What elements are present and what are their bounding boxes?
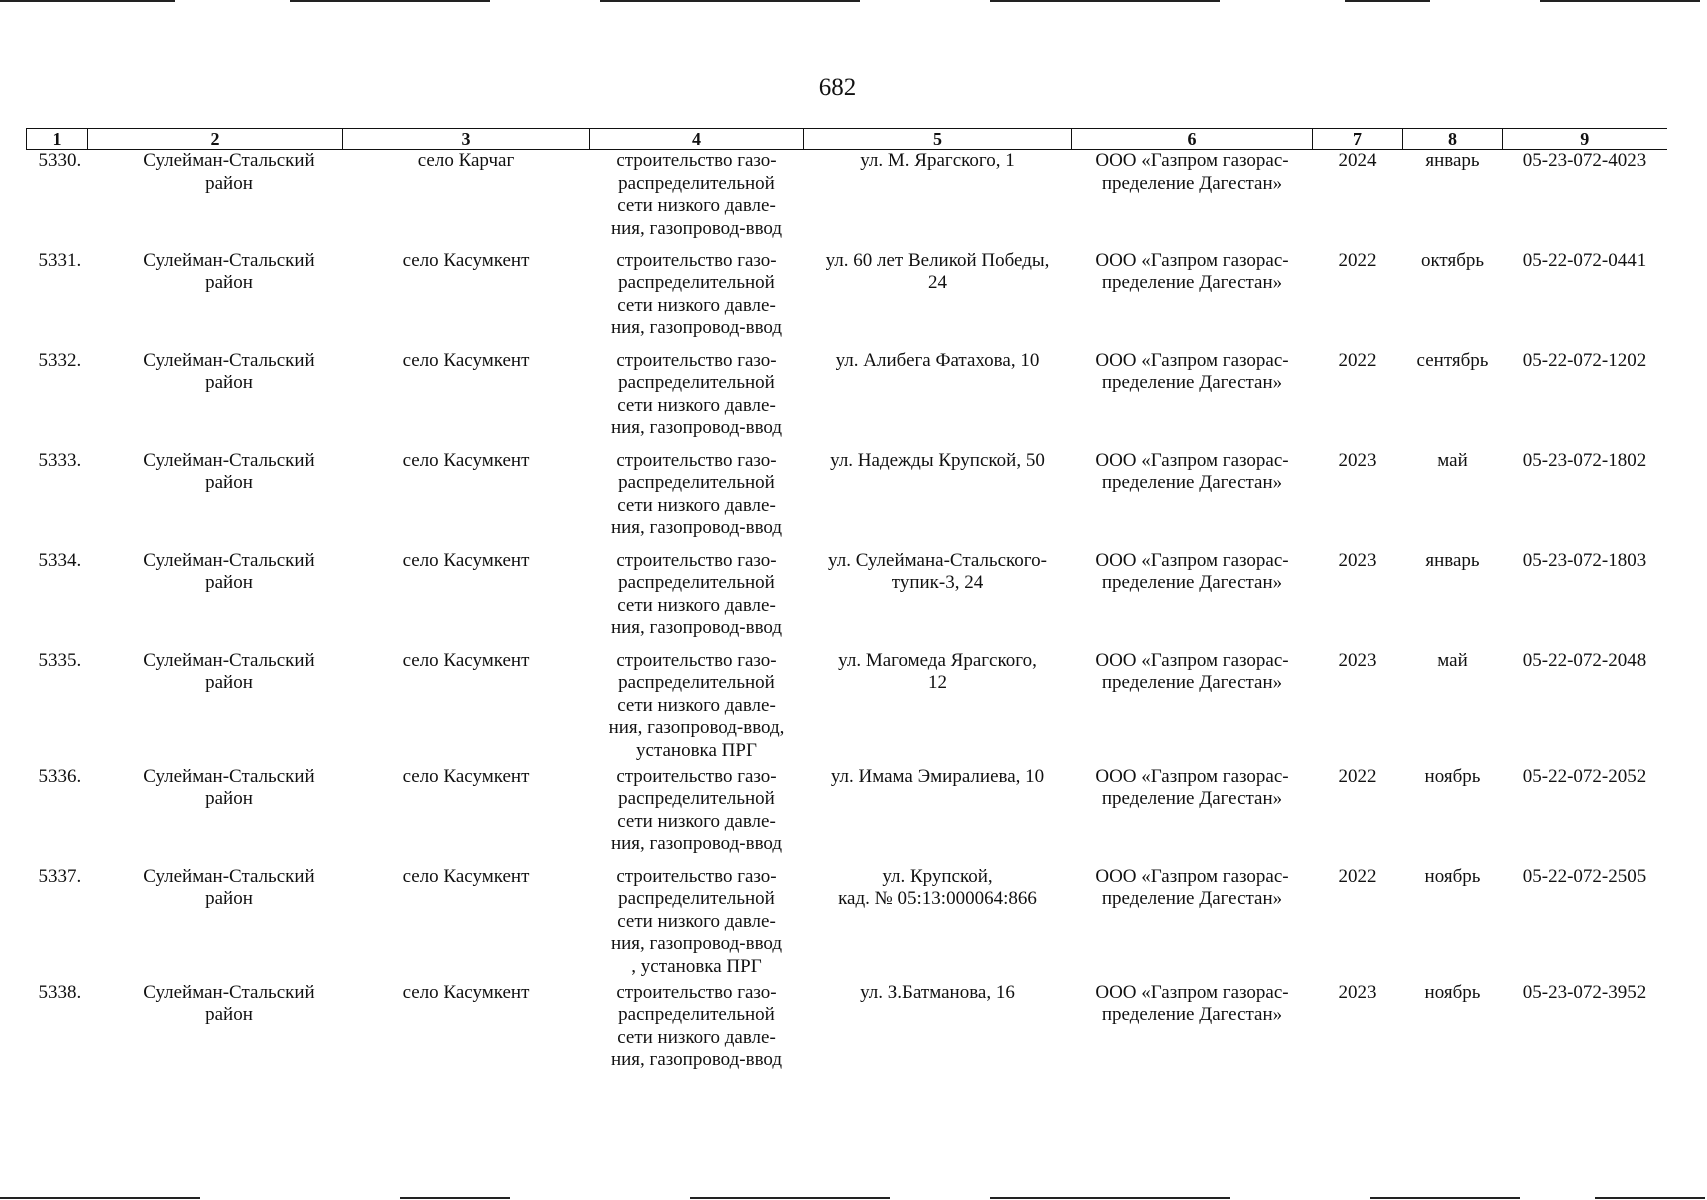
- work-description-cell-line: строительство газо-: [616, 249, 777, 271]
- column-header: 4: [590, 129, 804, 150]
- settlement-cell: село Касумкент: [402, 349, 530, 371]
- settlement-cell: село Касумкент: [402, 981, 530, 1003]
- organization-cell: [1072, 650, 1313, 766]
- district-cell-line: район: [205, 472, 253, 493]
- work-description-cell: [590, 650, 804, 766]
- code-cell: 05-22-072-2052: [1522, 765, 1647, 787]
- work-description-cell: [590, 550, 804, 650]
- address-cell: [804, 250, 1072, 350]
- work-description-cell-line: строительство газо-: [616, 349, 777, 371]
- district-cell-line: Сулейман-Стальский: [143, 349, 315, 371]
- work-description-cell-line: сети низкого давле-: [617, 810, 776, 832]
- district-cell-line: Сулейман-Стальский: [143, 981, 315, 1003]
- work-description-cell-line: ния, газопровод-ввод: [610, 617, 783, 638]
- month-cell: май: [1437, 449, 1468, 471]
- district-cell: [88, 550, 343, 650]
- district-cell-line: район: [205, 788, 253, 809]
- table-row: [27, 650, 1667, 766]
- organization-cell-line: пределение Дагестан»: [1101, 472, 1283, 493]
- scan-edge-bottom-3: [690, 1197, 890, 1199]
- address-cell-line: ул. Надежды Крупской, 50: [830, 449, 1045, 471]
- work-description-cell-line: распределительной: [618, 888, 775, 909]
- code-cell: 05-22-072-2505: [1522, 865, 1647, 887]
- row-number: 5335.: [38, 649, 82, 671]
- month-cell: ноябрь: [1424, 865, 1481, 887]
- address-cell-line: 12: [928, 672, 947, 693]
- organization-cell-line: пределение Дагестан»: [1101, 372, 1283, 393]
- data-table: [26, 128, 1667, 1082]
- address-cell: [804, 450, 1072, 550]
- organization-cell: [1072, 550, 1313, 650]
- column-header: 3: [343, 129, 590, 150]
- organization-cell-line: ООО «Газпром газорас-: [1095, 449, 1289, 471]
- work-description-cell-line: строительство газо-: [616, 649, 777, 671]
- year-cell: 2023: [1338, 449, 1377, 471]
- month-cell: январь: [1425, 150, 1480, 171]
- work-description-cell-line: ния, газопровод-ввод: [610, 833, 783, 854]
- scan-edge-bottom-6: [1595, 1197, 1705, 1199]
- organization-cell-line: ООО «Газпром газорас-: [1095, 649, 1289, 671]
- work-description-cell-line: установка ПРГ: [636, 739, 757, 761]
- scan-edge-top-2: [290, 0, 490, 2]
- district-cell: [88, 250, 343, 350]
- district-cell-line: Сулейман-Стальский: [143, 449, 315, 471]
- work-description-cell-line: сети низкого давле-: [617, 594, 776, 616]
- organization-cell: [1072, 150, 1313, 250]
- work-description-cell: [590, 450, 804, 550]
- district-cell-line: район: [205, 1004, 253, 1025]
- scan-edge-bottom-2: [400, 1197, 510, 1199]
- work-description-cell-line: ния, газопровод-ввод: [610, 217, 783, 239]
- work-description-cell-line: ния, газопровод-ввод: [610, 517, 783, 538]
- district-cell: [88, 350, 343, 450]
- year-cell: 2022: [1338, 349, 1377, 371]
- page-number: 682: [818, 74, 857, 101]
- address-cell-line: ул. Имама Эмиралиева, 10: [830, 765, 1045, 787]
- district-cell-line: Сулейман-Стальский: [143, 865, 315, 887]
- district-cell-line: район: [205, 572, 253, 593]
- district-cell-line: район: [205, 272, 253, 293]
- organization-cell-line: ООО «Газпром газорас-: [1095, 249, 1289, 271]
- address-cell: [804, 550, 1072, 650]
- code-cell: 05-23-072-1802: [1522, 449, 1647, 471]
- organization-cell: [1072, 350, 1313, 450]
- work-description-cell-line: ния, газопровод-ввод,: [608, 717, 785, 738]
- work-description-cell-line: строительство газо-: [616, 150, 777, 171]
- year-cell: 2024: [1338, 150, 1377, 171]
- code-cell: 05-23-072-3952: [1522, 981, 1647, 1003]
- settlement-cell: село Касумкент: [402, 249, 530, 271]
- address-cell: [804, 350, 1072, 450]
- organization-cell-line: ООО «Газпром газорас-: [1095, 349, 1289, 371]
- work-description-cell-line: ния, газопровод-ввод: [610, 1049, 783, 1070]
- organization-cell-line: пределение Дагестан»: [1101, 172, 1283, 194]
- year-cell: 2023: [1338, 649, 1377, 671]
- month-cell: май: [1437, 649, 1468, 671]
- address-cell-line: ул. Сулеймана-Стальского-: [828, 549, 1047, 571]
- scan-edge-top-5: [1345, 0, 1430, 2]
- work-description-cell: [590, 350, 804, 450]
- table-row: [27, 350, 1667, 450]
- work-description-cell-line: распределительной: [618, 472, 775, 493]
- work-description-cell-line: ния, газопровод-ввод: [610, 933, 783, 954]
- month-cell: ноябрь: [1424, 765, 1481, 787]
- settlement-cell: село Касумкент: [402, 865, 530, 887]
- table-body: [27, 150, 1667, 1082]
- column-header: 6: [1072, 129, 1313, 150]
- address-cell: [804, 982, 1072, 1082]
- work-description-cell-line: сети низкого давле-: [617, 494, 776, 516]
- district-cell-line: район: [205, 172, 253, 194]
- table-row: [27, 250, 1667, 350]
- work-description-cell: [590, 866, 804, 982]
- month-cell: ноябрь: [1424, 981, 1481, 1003]
- organization-cell: [1072, 250, 1313, 350]
- work-description-cell-line: строительство газо-: [616, 981, 777, 1003]
- work-description-cell-line: строительство газо-: [616, 865, 777, 887]
- district-cell: [88, 866, 343, 982]
- row-number: 5333.: [38, 449, 82, 471]
- settlement-cell: село Касумкент: [402, 449, 530, 471]
- row-number: 5336.: [38, 765, 82, 787]
- row-number: 5334.: [38, 549, 82, 571]
- organization-cell-line: пределение Дагестан»: [1101, 788, 1283, 809]
- work-description-cell-line: распределительной: [618, 172, 775, 194]
- work-description-cell-line: распределительной: [618, 272, 775, 293]
- address-cell-line: кад. № 05:13:000064:866: [838, 888, 1037, 909]
- organization-cell-line: ООО «Газпром газорас-: [1095, 765, 1289, 787]
- code-cell: 05-22-072-1202: [1522, 349, 1647, 371]
- address-cell-line: ул. Магомеда Ярагского,: [838, 649, 1037, 671]
- work-description-cell-line: сети низкого давле-: [617, 694, 776, 716]
- row-number: 5337.: [38, 865, 82, 887]
- organization-cell-line: пределение Дагестан»: [1101, 572, 1283, 593]
- work-description-cell-line: ния, газопровод-ввод: [610, 417, 783, 438]
- table-row: [27, 866, 1667, 982]
- organization-cell-line: ООО «Газпром газорас-: [1095, 549, 1289, 571]
- organization-cell: [1072, 866, 1313, 982]
- header-row: [27, 129, 1667, 150]
- column-header: 7: [1313, 129, 1403, 150]
- settlement-cell: село Касумкент: [402, 649, 530, 671]
- address-cell-line: ул. З.Батманова, 16: [860, 981, 1015, 1003]
- year-cell: 2022: [1338, 865, 1377, 887]
- organization-cell: [1072, 982, 1313, 1082]
- district-cell-line: Сулейман-Стальский: [143, 549, 315, 571]
- address-cell: [804, 650, 1072, 766]
- district-cell-line: район: [205, 672, 253, 693]
- settlement-cell: село Касумкент: [402, 765, 530, 787]
- table-row: [27, 550, 1667, 650]
- organization-cell: [1072, 450, 1313, 550]
- column-header: 8: [1403, 129, 1503, 150]
- work-description-cell: [590, 250, 804, 350]
- work-description-cell-line: ния, газопровод-ввод: [610, 317, 783, 338]
- district-cell: [88, 982, 343, 1082]
- organization-cell-line: пределение Дагестан»: [1101, 888, 1283, 909]
- table-row: [27, 766, 1667, 866]
- work-description-cell-line: строительство газо-: [616, 765, 777, 787]
- district-cell-line: район: [205, 372, 253, 393]
- column-header: 2: [88, 129, 343, 150]
- district-cell: [88, 650, 343, 766]
- address-cell-line: ул. М. Ярагского, 1: [860, 150, 1015, 171]
- scan-edge-bottom-5: [1370, 1197, 1520, 1199]
- work-description-cell-line: сети низкого давле-: [617, 394, 776, 416]
- district-cell-line: Сулейман-Стальский: [143, 765, 315, 787]
- district-cell-line: Сулейман-Стальский: [143, 649, 315, 671]
- district-cell-line: Сулейман-Стальский: [143, 249, 315, 271]
- organization-cell: [1072, 766, 1313, 866]
- year-cell: 2023: [1338, 549, 1377, 571]
- address-cell: [804, 766, 1072, 866]
- work-description-cell-line: распределительной: [618, 788, 775, 809]
- row-number: 5331.: [38, 249, 82, 271]
- district-cell: [88, 766, 343, 866]
- scan-edge-bottom-1: [0, 1197, 200, 1199]
- code-cell: 05-23-072-4023: [1522, 150, 1647, 171]
- district-cell-line: Сулейман-Стальский: [143, 150, 315, 171]
- work-description-cell-line: распределительной: [618, 672, 775, 693]
- year-cell: 2022: [1338, 249, 1377, 271]
- work-description-cell-line: сети низкого давле-: [617, 1026, 776, 1048]
- organization-cell-line: ООО «Газпром газорас-: [1095, 865, 1289, 887]
- work-description-cell-line: сети низкого давле-: [617, 195, 776, 216]
- table-row: [27, 450, 1667, 550]
- row-number: 5330.: [38, 150, 82, 171]
- district-cell-line: район: [205, 888, 253, 909]
- address-cell: [804, 866, 1072, 982]
- work-description-cell-line: строительство газо-: [616, 449, 777, 471]
- scan-edge-bottom-4: [990, 1197, 1230, 1199]
- code-cell: 05-23-072-1803: [1522, 549, 1647, 571]
- organization-cell-line: пределение Дагестан»: [1101, 672, 1283, 693]
- address-cell-line: ул. 60 лет Великой Победы,: [825, 249, 1050, 271]
- address-cell-line: 24: [928, 272, 947, 293]
- organization-cell-line: ООО «Газпром газорас-: [1095, 981, 1289, 1003]
- scan-edge-top-4: [990, 0, 1220, 2]
- work-description-cell: [590, 982, 804, 1082]
- work-description-cell-line: распределительной: [618, 372, 775, 393]
- address-cell-line: тупик-3, 24: [891, 572, 984, 593]
- table-row: [27, 150, 1667, 250]
- district-cell: [88, 450, 343, 550]
- code-cell: 05-22-072-0441: [1522, 249, 1647, 271]
- year-cell: 2022: [1338, 765, 1377, 787]
- column-header: 1: [27, 129, 88, 150]
- work-description-cell-line: , установка ПРГ: [631, 955, 762, 977]
- row-number: 5332.: [38, 349, 82, 371]
- work-description-cell: [590, 150, 804, 250]
- month-cell: январь: [1425, 549, 1480, 571]
- column-header: 9: [1503, 129, 1667, 150]
- work-description-cell-line: сети низкого давле-: [617, 294, 776, 316]
- year-cell: 2023: [1338, 981, 1377, 1003]
- address-cell-line: ул. Крупской,: [882, 865, 993, 887]
- scan-edge-top-1: [0, 0, 175, 2]
- table-row: [27, 982, 1667, 1082]
- settlement-cell: село Карчаг: [417, 150, 515, 171]
- organization-cell-line: пределение Дагестан»: [1101, 1004, 1283, 1025]
- organization-cell-line: пределение Дагестан»: [1101, 272, 1283, 293]
- settlement-cell: село Касумкент: [402, 549, 530, 571]
- column-header: 5: [804, 129, 1072, 150]
- address-cell: [804, 150, 1072, 250]
- organization-cell-line: ООО «Газпром газорас-: [1095, 150, 1289, 171]
- scan-edge-top-3: [600, 0, 860, 2]
- work-description-cell-line: распределительной: [618, 1004, 775, 1025]
- month-cell: сентябрь: [1416, 349, 1489, 371]
- address-cell-line: ул. Алибега Фатахова, 10: [835, 349, 1040, 371]
- month-cell: октябрь: [1420, 249, 1485, 271]
- work-description-cell-line: строительство газо-: [616, 549, 777, 571]
- district-cell: [88, 150, 343, 250]
- work-description-cell: [590, 766, 804, 866]
- work-description-cell-line: распределительной: [618, 572, 775, 593]
- row-number: 5338.: [38, 981, 82, 1003]
- code-cell: 05-22-072-2048: [1522, 649, 1647, 671]
- work-description-cell-line: сети низкого давле-: [617, 910, 776, 932]
- scan-edge-top-6: [1540, 0, 1700, 2]
